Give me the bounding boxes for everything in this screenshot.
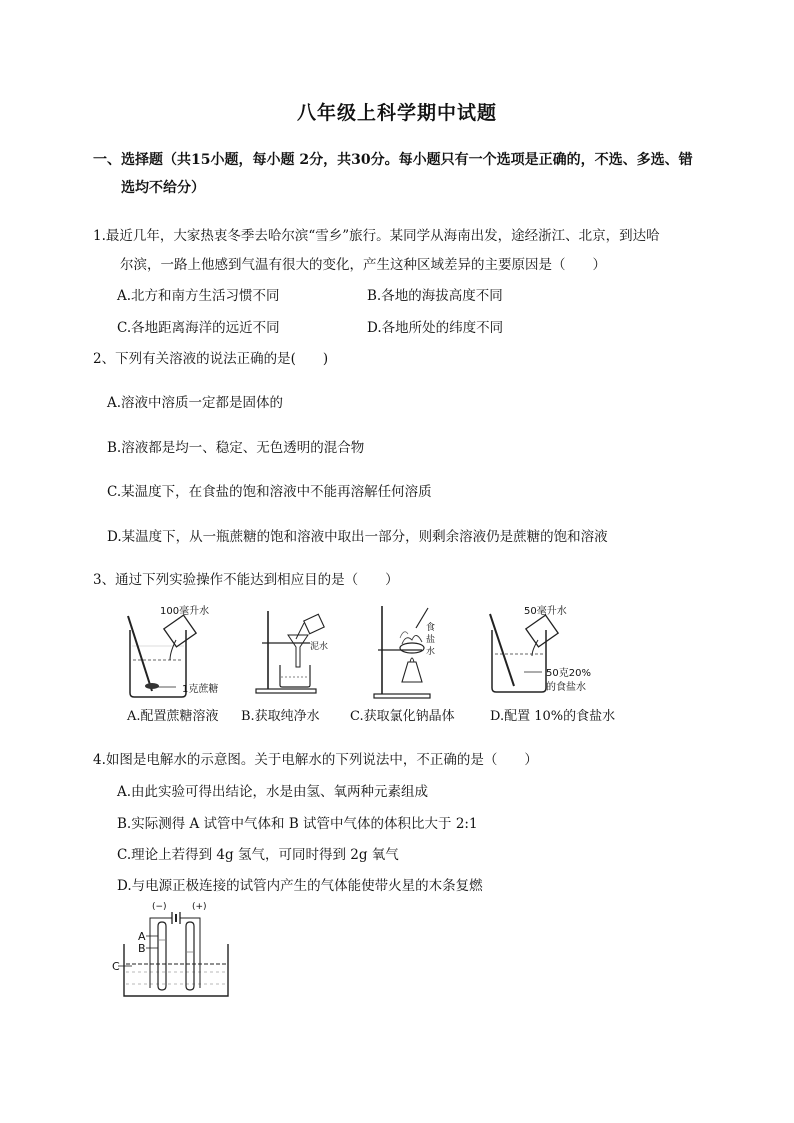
q1-option-d: D.各地所处的纬度不同 <box>367 320 504 336</box>
q3-figure-c-label-2: 盐 <box>426 635 436 645</box>
q3-option-a: A.配置蔗糖溶液 <box>127 709 219 724</box>
q1-option-c: C.各地距离海洋的远近不同 <box>117 320 280 336</box>
q3-figure-d <box>484 598 614 702</box>
q4-option-a: A.由此实验可得出结论，水是由氢、氧两种元素组成 <box>117 784 429 800</box>
q1-option-a: A.北方和南方生活习惯不同 <box>117 288 280 304</box>
q3-option-c: C.获取氯化钠晶体 <box>350 709 455 724</box>
section-heading <box>93 146 713 202</box>
q3-figure-d-label-water: 50毫升水 <box>524 606 567 617</box>
q3-figure-c-label-1: 食 <box>426 623 436 633</box>
q1-option-b: B.各地的海拔高度不同 <box>367 288 503 304</box>
q3-figure-c <box>370 598 470 702</box>
q4-figure-plus-label: (+) <box>192 902 207 912</box>
q4-electrolysis-figure <box>112 900 242 1004</box>
q3-figure-b <box>250 605 350 697</box>
q3-stem: 3、通过下列实验操作不能达到相应目的是（ ） <box>93 572 399 588</box>
q2-stem: 2、下列有关溶液的说法正确的是( ) <box>93 351 329 367</box>
section-heading-line2: 选均不给分） <box>121 180 205 196</box>
q4-figure-label-a: A <box>138 930 146 943</box>
q2-option-c: C.某温度下，在食盐的饱和溶液中不能再溶解任何溶质 <box>107 484 432 500</box>
q3-figure-a-label-water: 100毫升水 <box>160 606 210 617</box>
page-title: 八年级上科学期中试题 <box>296 102 497 124</box>
q4-figure-label-c: C <box>112 960 120 973</box>
q1-stem-line1: 1.最近几年，大家热衷冬季去哈尔滨“雪乡”旅行。某同学从海南出发，途经浙江、北京，到达哈 <box>93 228 660 244</box>
q3-option-b: B.获取纯净水 <box>241 709 320 724</box>
q2-option-d: D.某温度下，从一瓶蔗糖的饱和溶液中取出一部分，则剩余溶液仍是蔗糖的饱和溶液 <box>107 529 608 545</box>
q4-option-d: D.与电源正极连接的试管内产生的气体能使带火星的木条复燃 <box>117 878 483 894</box>
q2-option-b: B.溶液都是均一、稳定、无色透明的混合物 <box>107 440 365 456</box>
q4-figure-label-b: B <box>138 942 146 955</box>
q3-figure-a <box>118 598 258 702</box>
q3-figure-a-label-sugar: 1克蔗糖 <box>182 684 219 695</box>
q3-figure-b-label-muddy-water: 泥水 <box>310 642 329 652</box>
q4-option-c: C.理论上若得到 4g 氢气，可同时得到 2g 氧气 <box>117 847 399 863</box>
q3-figure-d-label-solution-1: 50克20% <box>546 668 591 679</box>
q4-stem: 4.如图是电解水的示意图。关于电解水的下列说法中，不正确的是（ ） <box>93 752 538 768</box>
q1-stem-line2: 尔滨，一路上他感到气温有很大的变化，产生这种区域差异的主要原因是（ ） <box>120 257 606 273</box>
q3-figure-d-label-solution-2: 的食盐水 <box>546 682 586 693</box>
q2-option-a: A.溶液中溶质一定都是固体的 <box>107 395 284 411</box>
q4-figure-minus-label: (−) <box>152 902 167 912</box>
section-heading-line1: 一、选择题（共15小题，每小题 2分，共30分。每小题只有一个选项是正确的，不选、多选、错 <box>93 152 693 168</box>
q3-figure-c-label-3: 水 <box>426 647 436 657</box>
q3-option-d: D.配置 10%的食盐水 <box>490 709 616 724</box>
q4-option-b: B.实际测得 A 试管中气体和 B 试管中气体的体积比大于 2:1 <box>117 816 478 832</box>
